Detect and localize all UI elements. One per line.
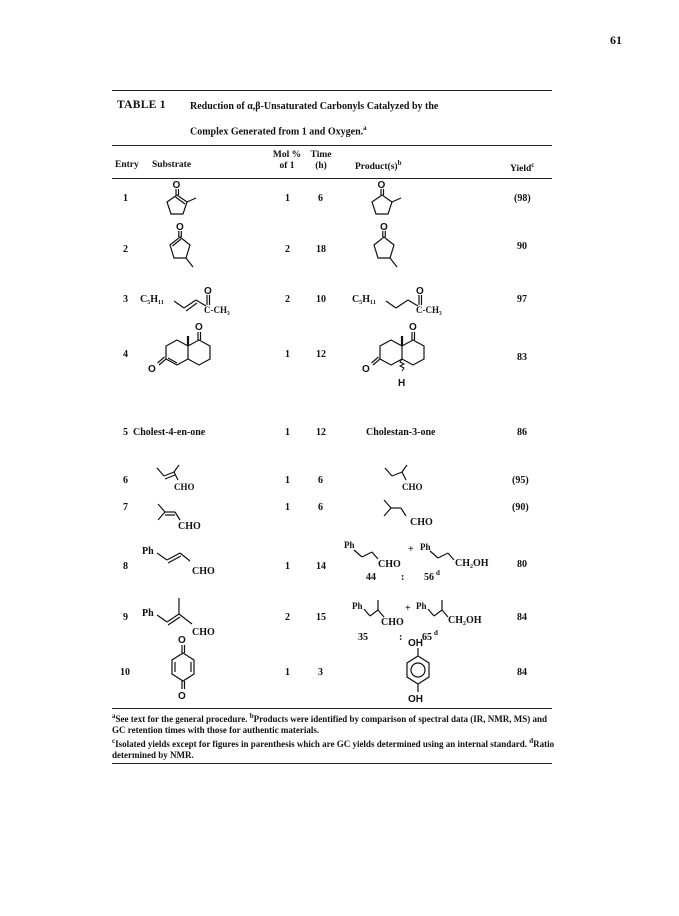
structure-product-9 [352,597,522,643]
structure-substrate-8 [142,544,242,578]
ratio-65: 65 [422,632,432,643]
ratio-colon: : [401,572,405,583]
structure-product-4 [356,318,446,396]
plus-sign: + [408,544,414,555]
table-title-line1: Reduction of α,β-Unsaturated Carbonyls Catalyzed by the [190,101,439,112]
row2-entry: 2 [123,244,128,255]
row3-mol: 2 [285,294,290,305]
structure-substrate-10 [165,634,201,702]
atom-label-o: O [377,180,386,191]
ratio-35: 35 [358,632,368,643]
row7-time: 6 [318,502,323,513]
table-bottom-rule [112,708,552,709]
table-title-line2: Complex Generated from 1 and Oxygen.$^a$ [190,124,367,138]
group-ch2oh: CH₂OH [455,558,489,569]
header-yield: Yield$^c$ [510,161,535,175]
group-ph: Ph [344,540,355,550]
row2-time: 18 [316,244,326,255]
row5-mol: 1 [285,427,290,438]
footnote-a-b: $^a$See text for the general procedure. $^b$Products were identified by comparison of spectral data (IR, NMR, MS) and GC retention times with those for authentic materials. [112,712,548,735]
group-cho: CHO [192,627,215,636]
atom-label-o: O [409,322,417,333]
atom-label-o: O [178,691,186,702]
group-ph: Ph [416,601,427,611]
structure-product-6 [380,462,450,498]
group-c5h11: C₅H₁₁ [140,294,164,305]
group-ph: Ph [352,601,363,611]
ratio-note: d [434,629,438,637]
plus-sign: + [405,603,411,614]
row8-yield: 80 [517,559,527,570]
group-oh: OH [408,638,423,649]
row9-time: 15 [316,612,326,623]
structure-product-3 [352,282,482,322]
ratio-note: d [436,569,440,577]
structure-product-7 [382,496,452,530]
group-cho: CHO [178,521,201,532]
group-cho: CHO [192,566,215,577]
atom-label-o: O [380,222,388,233]
group-cho: CHO [381,617,404,628]
header-top-rule [112,145,552,146]
row5-entry: 5 [123,427,128,438]
footnote-bottom-rule [112,763,552,764]
atom-label-o: O [204,286,212,297]
row5-substrate: Cholest-4-en-one [133,427,206,438]
row7-mol: 1 [285,502,290,513]
group-cho: CHO [378,559,401,570]
atom-label-o: O [195,322,203,333]
atom-label-o: O [178,635,186,646]
row4-time: 12 [316,349,326,360]
row6-yield: (95) [512,475,529,486]
row4-entry: 4 [123,349,128,360]
row7-yield: (90) [512,502,529,513]
structure-substrate-6 [152,462,222,498]
atom-label-h: H [398,378,406,389]
structure-substrate-1 [155,178,205,220]
row3-yield: 97 [517,294,527,305]
footnote-c: $^c$Isolated yields except for figures in parenthesis which are GC yields determined using an internal standard. $^d$Ratio determined by NMR. [112,737,555,760]
atom-label-o: O [176,222,184,233]
row6-entry: 6 [123,475,128,486]
group-ch2oh: CH₂OH [448,615,482,626]
row8-entry: 8 [123,561,128,572]
row8-time: 14 [316,561,326,572]
group-oh: OH [408,694,423,705]
ratio-44: 44 [366,572,376,583]
structure-substrate-9 [142,592,242,636]
structure-product-10 [400,637,436,705]
row9-yield: 84 [517,612,527,623]
row1-yield: (98) [514,193,531,204]
row9-mol: 2 [285,612,290,623]
row5-yield: 86 [517,427,527,438]
group-ph: Ph [142,608,154,619]
group-c-ch3: C-CH₃ [416,305,442,315]
row1-entry: 1 [123,193,128,204]
row1-time: 6 [318,193,323,204]
row8-mol: 1 [285,561,290,572]
table-label: TABLE 1 [117,99,166,111]
structure-substrate-7 [156,500,226,534]
top-rule [112,90,552,91]
row7-entry: 7 [123,502,128,513]
row10-mol: 1 [285,667,290,678]
row4-mol: 1 [285,349,290,360]
atom-label-o: O [416,286,424,297]
title-note: a [363,124,367,132]
row9-entry: 9 [123,612,128,623]
row3-entry: 3 [123,294,128,305]
ratio-colon: : [399,632,403,643]
row2-yield: 90 [517,241,527,252]
atom-label-o: O [148,364,156,375]
footnotes [112,711,557,761]
row3-time: 10 [316,294,326,305]
row10-yield: 84 [517,667,527,678]
row2-mol: 2 [285,244,290,255]
group-c-ch3: C-CH₃ [204,305,230,315]
row4-yield: 83 [517,352,527,363]
header-entry: Entry [115,160,139,170]
group-c5h11: C₅H₁₁ [352,294,376,305]
group-cho: CHO [402,482,423,492]
row10-entry: 10 [120,667,130,678]
structure-product-2 [364,221,414,273]
row1-mol: 1 [285,193,290,204]
atom-label-o: O [362,364,370,375]
atom-label-o: O [172,180,181,191]
row6-mol: 1 [285,475,290,486]
group-ph: Ph [420,542,431,552]
structure-product-1 [360,178,410,220]
header-mol: Mol % of 1 [272,150,302,171]
group-cho: CHO [174,482,195,492]
page-number: 61 [610,33,622,47]
header-products: $Product(s)^b$ [355,159,402,173]
structure-substrate-3 [140,282,270,322]
structure-product-8 [340,538,520,584]
row10-time: 3 [318,667,323,678]
structure-substrate-2 [160,221,210,273]
row6-time: 6 [318,475,323,486]
row5-time: 12 [316,427,326,438]
row5-product: Cholestan-3-one [366,427,436,438]
group-cho: CHO [410,517,433,528]
group-ph: Ph [142,546,154,557]
header-time: Time (h) [310,150,332,171]
ratio-56: 56 [424,572,434,583]
header-substrate: Substrate [152,160,192,170]
structure-substrate-4 [142,318,232,380]
